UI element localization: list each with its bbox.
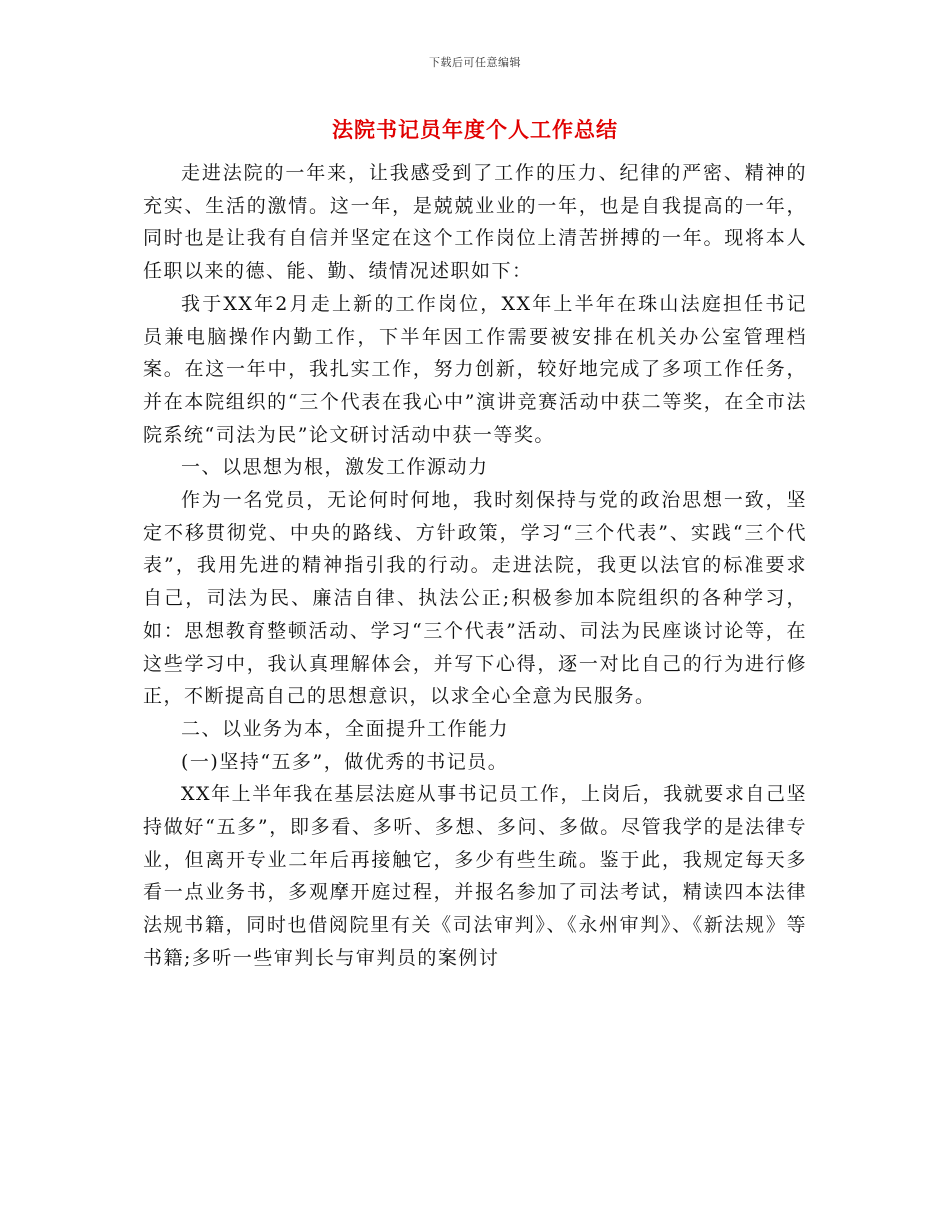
subsection-heading-1: (一)坚持“五多”，做优秀的书记员。 (181, 750, 509, 773)
section-heading-2: 二、以业务为本，全面提升工作能力 (181, 717, 510, 740)
paragraph-background: 我于XX年2月走上新的工作岗位，XX年上半年在珠山法庭担任书记员兼电脑操作内勤工作，下半年因工作需要被安排在机关办公室管理档案。在这一年中，我扎实工作，努力创新，较好地完成了多项工作任务，并在本院组织的“三个代表在我心中”演讲竞赛活动中获二等奖，在全市法院系统“司法为民”论文研讨活动中获一等奖。 (143, 292, 807, 446)
document-title: 法院书记员年度个人工作总结 (332, 117, 618, 142)
section-heading-1: 一、以思想为根，激发工作源动力 (181, 456, 489, 479)
paragraph-thought: 作为一名党员，无论何时何地，我时刻保持与党的政治思想一致，坚定不移贯彻党、中央的路线、方针政策，学习“三个代表”、实践“三个代表”，我用先进的精神指引我的行动。走进法院，我更以法官的标准要求自己，司法为民、廉洁自律、执法公正;积极参加本院组织的各种学习，如：思想教育整顿活动、学习“三个代表”活动、司法为民座谈讨论等，在这些学习中，我认真理解体会，并写下心得，逐一对比自己的行为进行修正，不断提高自己的思想意识，以求全心全意为民服务。 (143, 489, 807, 708)
document-body (143, 157, 807, 975)
paragraph-intro: 走进法院的一年来，让我感受到了工作的压力、纪律的严密、精神的充实、生活的激情。这一年，是兢兢业业的一年，也是自我提高的一年，同时也是让我有自信并坚定在这个工作岗位上清苦拼搏的一年。现将本人任职以来的德、能、勤、绩情况述职如下： (143, 162, 807, 283)
paragraph-five-mores: XX年上半年我在基层法庭从事书记员工作，上岗后，我就要求自己坚持做好“五多”，即多看、多听、多想、多问、多做。尽管我学的是法律专业，但离开专业二年后再接触它，多少有些生疏。鉴于此，我规定每天多看一点业务书，多观摩开庭过程，并报名参加了司法考试，精读四本法律法规书籍，同时也借阅院里有关《司法审判》、《永州审判》、《新法规》等书籍;多听一些审判长与审判员的案例讨 (143, 783, 807, 969)
header-note: 下载后可任意编辑 (429, 56, 521, 69)
